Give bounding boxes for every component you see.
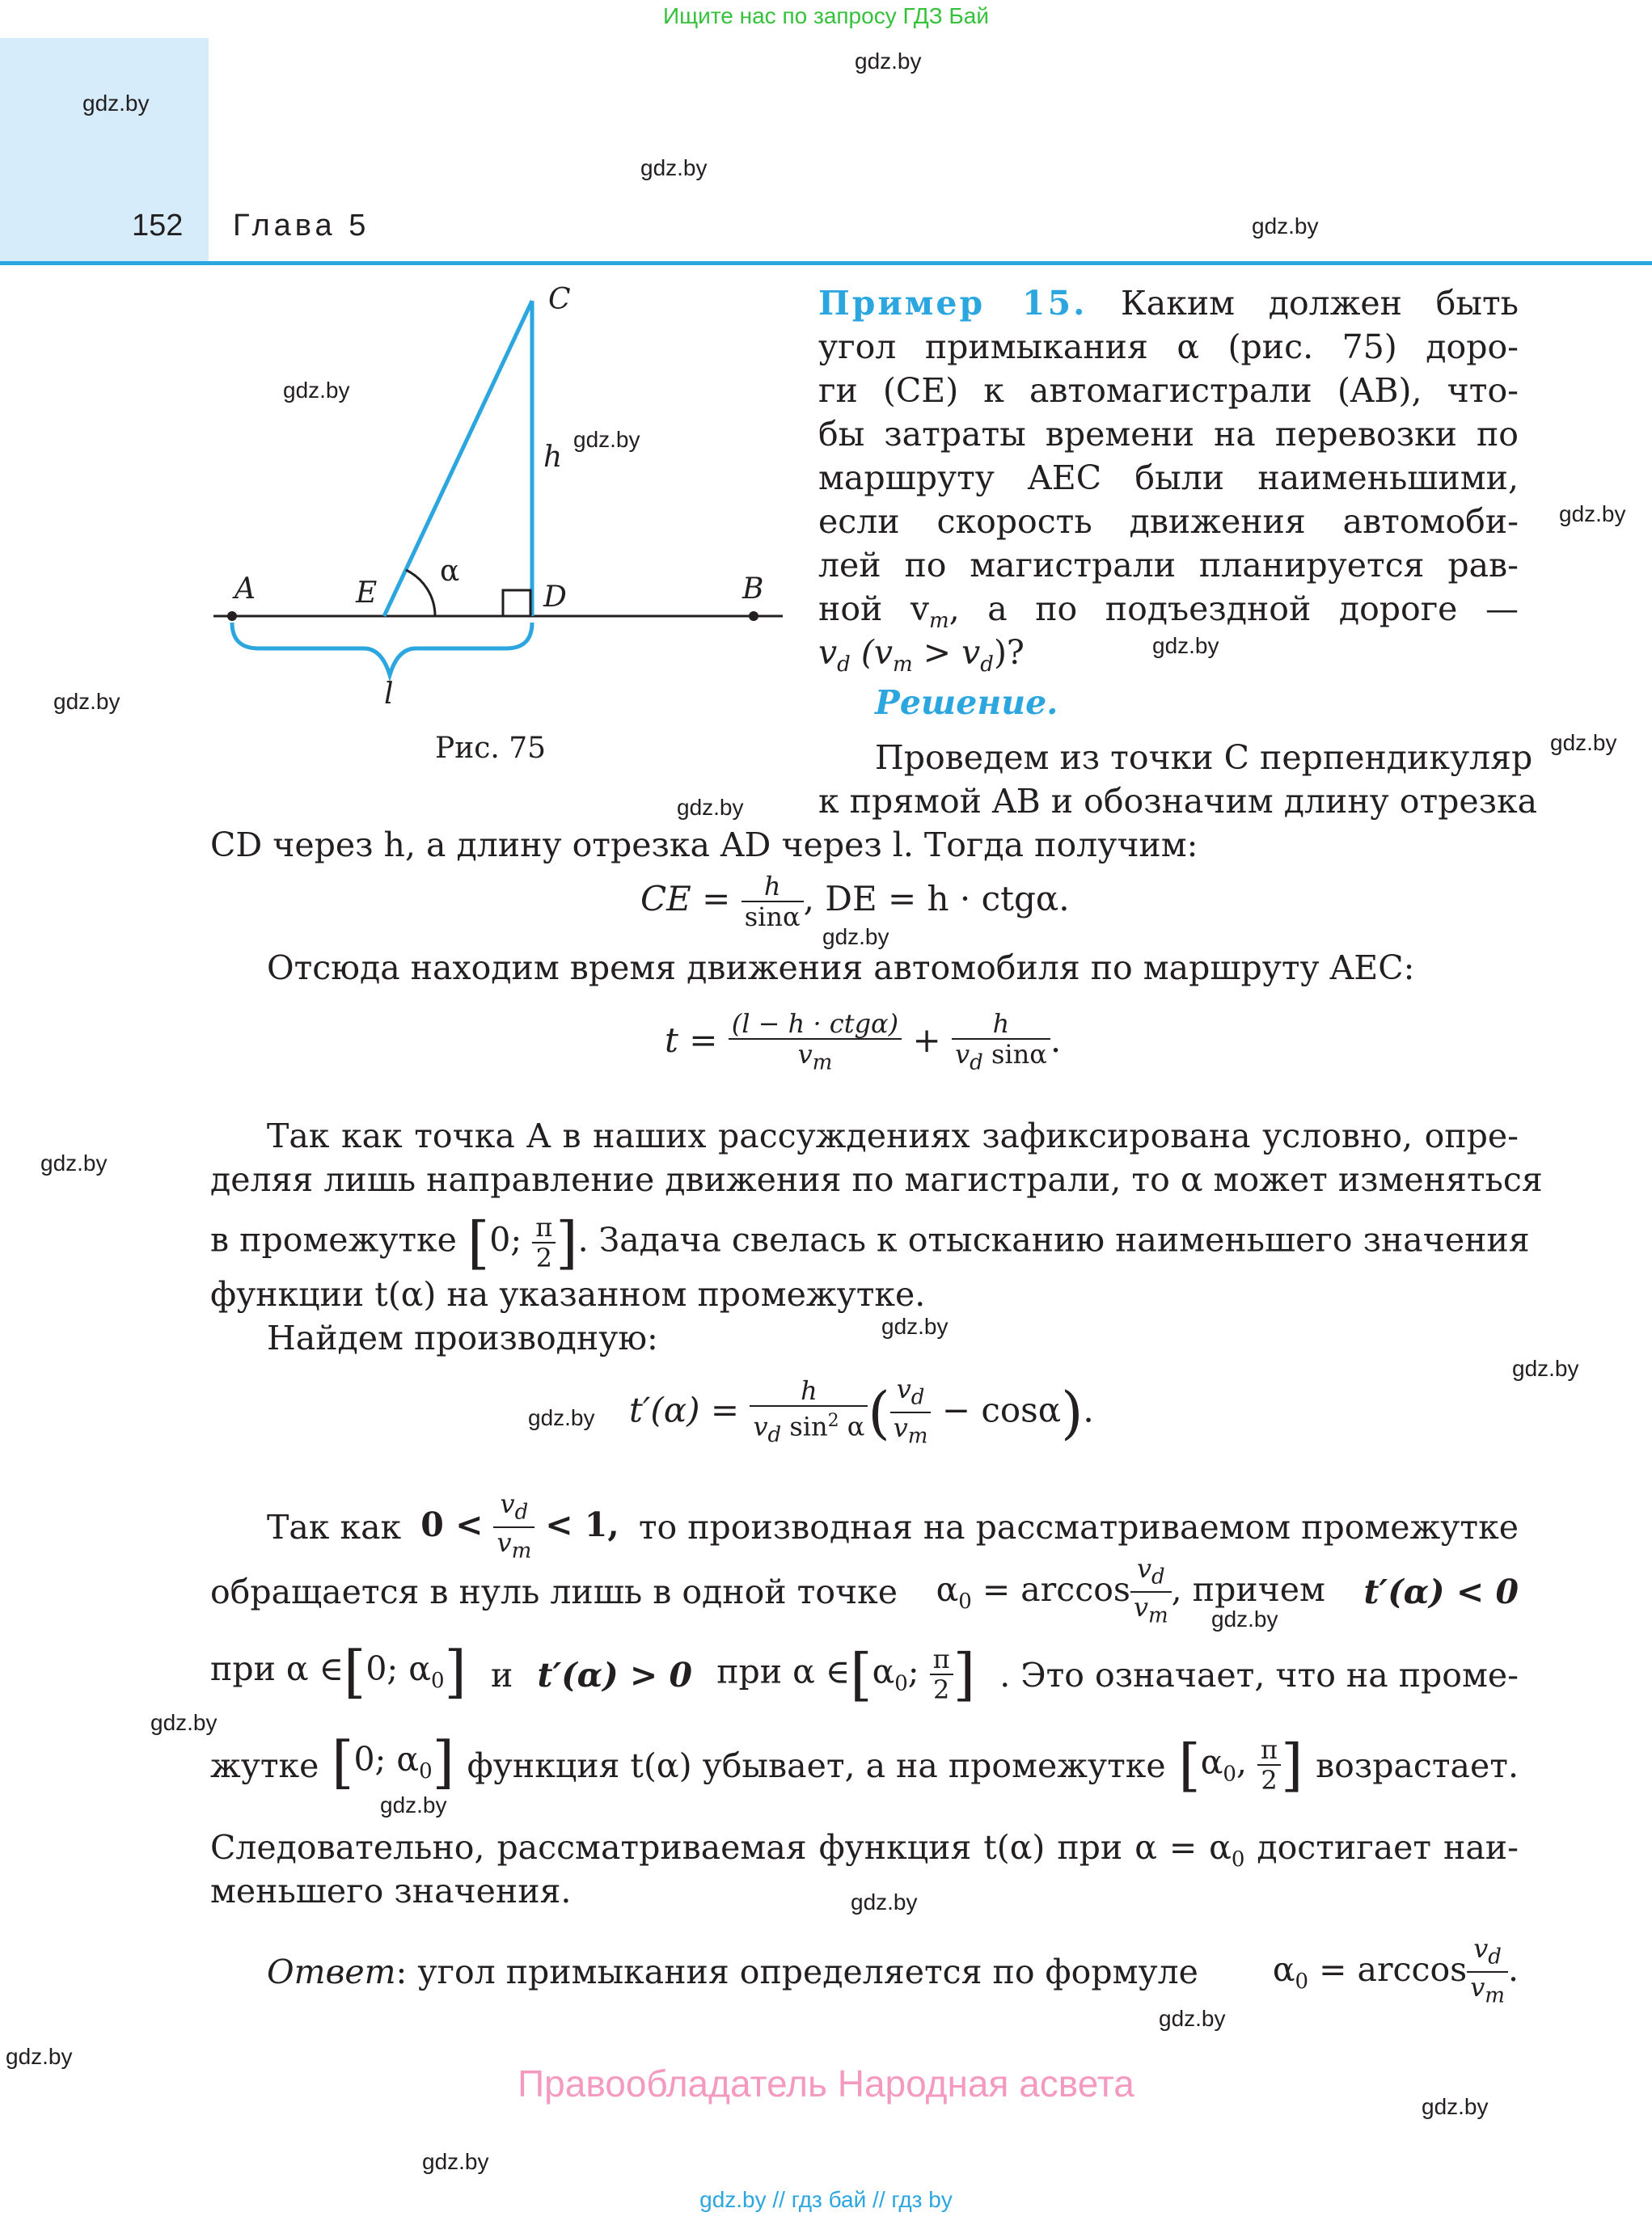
text: Так как [267, 1508, 402, 1547]
text: > v [912, 633, 981, 672]
text: α [872, 1652, 895, 1691]
num [1130, 1554, 1172, 1593]
solution-line-11 [210, 1554, 1519, 1631]
text: v [1470, 1972, 1485, 2003]
example-line-3: ги (CE) к автомагистрали (AB), что- [818, 371, 1519, 410]
text: 0; α [365, 1649, 431, 1689]
num: h [741, 872, 804, 902]
formula-ce-de [640, 872, 1070, 931]
text: v [955, 1039, 970, 1070]
den [750, 1407, 868, 1450]
sub: d [970, 1050, 983, 1075]
num: π [532, 1213, 556, 1243]
example-line-2: угол примыкания α (рис. 75) доро- [818, 327, 1519, 366]
sub: m [907, 1424, 928, 1449]
text: v [797, 1039, 813, 1070]
text: t′(α) = [629, 1390, 740, 1430]
text: при α ∈ [210, 1649, 344, 1689]
den: 2 [932, 1674, 950, 1705]
watermark: gdz.by [640, 155, 708, 180]
sub: 0 [1295, 1970, 1309, 1995]
text: : угол примыкания определяется по формуле [395, 1953, 1198, 1992]
label-d: D [543, 581, 567, 614]
text: . [1050, 1020, 1062, 1061]
solution-line-3: CD через h, а длину отрезка AD через l. Тогда получим: [210, 825, 1198, 864]
bracket: [ [332, 1729, 354, 1796]
text: 0; [489, 1220, 522, 1260]
watermark: gdz.by [1512, 1356, 1579, 1381]
text: , [1236, 1742, 1258, 1782]
answer-label: Ответ [267, 1953, 396, 1992]
example-line-7: лей по магистрали планируется рав- [818, 546, 1519, 585]
text: α [839, 1411, 865, 1442]
example-heading: Пример 15. [818, 284, 1088, 323]
text: t = [665, 1020, 718, 1061]
text: α [1200, 1742, 1223, 1782]
text: sinα [982, 1039, 1047, 1070]
sup: 2 [827, 1410, 839, 1431]
sub: d [1151, 1564, 1165, 1590]
watermark: gdz.by [283, 378, 350, 403]
solution-line-12 [210, 1638, 1519, 1708]
bracket: [ [467, 1210, 490, 1276]
bracket: [ [1178, 1732, 1201, 1798]
den: sinα [744, 901, 801, 932]
text: . Задача свелась к отысканию наименьшего значения [577, 1220, 1530, 1260]
fraction [741, 872, 804, 931]
text: в промежутке [210, 1220, 457, 1260]
sub: m [511, 1539, 532, 1564]
watermark: gdz.by [573, 427, 640, 452]
bracket: [ [344, 1638, 366, 1705]
text: Следовательно, рассматриваемая функция t(α) при α = α [210, 1828, 1232, 1867]
text: (v [850, 633, 894, 672]
sub: d [980, 652, 994, 678]
solution-line-1: Проведем из точки C перпендикуляр [875, 738, 1533, 777]
page-number: 152 [132, 209, 184, 243]
sub: d [767, 1422, 782, 1447]
watermark: gdz.by [53, 689, 120, 714]
solution-line-5: Так как точка A в наших рассуждениях зафиксирована условно, опре- [267, 1117, 1519, 1155]
solution-line-7 [210, 1210, 1530, 1276]
chapter-title: Глава 5 [233, 209, 370, 243]
sub: 0 [1231, 1847, 1245, 1872]
formula-t [665, 1009, 1061, 1077]
text: . Это означает, что на проме- [999, 1655, 1519, 1695]
text: )? [993, 633, 1025, 672]
text: = arccos [1308, 1949, 1468, 1989]
num [1467, 1934, 1508, 1973]
text: возрастает. [1316, 1746, 1519, 1785]
text: , причем [1171, 1569, 1325, 1609]
text: t′(α) < 0 [1363, 1573, 1519, 1612]
watermark: gdz.by [1422, 2094, 1489, 2119]
text: обращается в нуль лишь в одной точке [210, 1573, 898, 1612]
fraction [930, 1644, 953, 1704]
watermark: gdz.by [1159, 2006, 1226, 2031]
watermark: gdz.by [528, 1405, 595, 1430]
text: v [753, 1411, 768, 1442]
formula-derivative [629, 1374, 1094, 1451]
solution-line-8: функции t(α) на указанном промежутке. [210, 1275, 926, 1314]
solution-line-15: меньшего значения. [210, 1872, 572, 1910]
text: v [896, 1374, 911, 1404]
num [493, 1489, 534, 1528]
sub: d [837, 652, 851, 678]
example-line-6: если скорость движения автомоби- [818, 502, 1519, 541]
solution-heading: Решение. [875, 683, 1058, 722]
watermark: gdz.by [150, 1710, 218, 1735]
sub: 0 [894, 1671, 908, 1696]
fraction [1467, 1934, 1508, 2011]
den [1467, 1973, 1508, 2010]
sub: 0 [419, 1759, 433, 1784]
num: π [930, 1644, 953, 1675]
bracket: ] [1281, 1732, 1303, 1798]
num: h [750, 1376, 868, 1407]
label-a: A [234, 572, 256, 606]
label-h: h [543, 441, 563, 474]
watermark: gdz.by [380, 1792, 447, 1818]
text: v [893, 1412, 908, 1444]
den [952, 1040, 1050, 1077]
watermark: gdz.by [1152, 633, 1219, 658]
text: v [500, 1488, 515, 1519]
fraction [532, 1213, 556, 1273]
watermark: gdz.by [822, 924, 889, 949]
sub: m [1148, 1603, 1168, 1628]
sub: 0 [958, 1590, 972, 1615]
watermark: gdz.by [82, 91, 150, 116]
den: 2 [535, 1243, 552, 1273]
watermark: gdz.by [422, 2149, 489, 2174]
text: и [491, 1655, 513, 1695]
text: . [1507, 1949, 1519, 1989]
text: α [936, 1569, 959, 1609]
text: достигает наи- [1244, 1828, 1519, 1867]
interval [1178, 1732, 1303, 1798]
paren: ) [1061, 1379, 1084, 1446]
den: 2 [1261, 1765, 1278, 1796]
num: π [1257, 1735, 1281, 1766]
bracket: [ [850, 1641, 872, 1708]
text: + [912, 1020, 941, 1061]
text: , а по подъездной дороге — [949, 589, 1519, 628]
solution-line-6: деляя лишь направление движения по магистрали, то α может изменяться [210, 1160, 1543, 1199]
den [729, 1040, 902, 1077]
text: функция t(α) убывает, а на промежутке [467, 1746, 1166, 1785]
example-line-9 [818, 631, 1519, 686]
bracket: ] [444, 1638, 467, 1705]
example-line-4: бы затраты времени на перевозки по [818, 415, 1519, 454]
solution-line-9: Найдем производную: [267, 1319, 658, 1357]
fraction [890, 1374, 932, 1451]
text: , DE = h · ctgα. [803, 879, 1070, 918]
text: ; [907, 1652, 930, 1691]
label-b: B [742, 572, 764, 606]
text: 0 < [420, 1505, 484, 1544]
footer-links[interactable]: gdz.by // гдз бай // гдз by [699, 2187, 953, 2212]
fraction [1130, 1554, 1172, 1631]
interval [210, 1638, 467, 1705]
watermark: gdz.by [1252, 213, 1319, 239]
watermark: gdz.by [40, 1150, 108, 1176]
num: h [952, 1009, 1050, 1040]
text: t′(α) > 0 [537, 1655, 693, 1695]
example-line-5: маршруту AEC были наименьшими, [818, 458, 1519, 497]
fraction [729, 1009, 902, 1077]
text: при α ∈ [716, 1652, 851, 1691]
fraction [750, 1376, 868, 1450]
text: v [1133, 1592, 1149, 1623]
label-alpha: α [440, 555, 460, 588]
den [1130, 1593, 1172, 1630]
example-line-1 [818, 281, 1519, 325]
sub: m [1485, 1983, 1505, 2008]
label-c: C [548, 283, 571, 316]
bracket: ] [556, 1210, 578, 1276]
sub: m [812, 1050, 833, 1075]
fraction [952, 1009, 1050, 1077]
bracket: ] [432, 1729, 454, 1796]
solution-line-13 [210, 1729, 1519, 1798]
interval [332, 1729, 454, 1796]
footer-rights: Правообладатель Народная асвета [518, 2062, 1134, 2105]
solution-line-4: Отсюда находим время движения автомобиля по маршруту AEC: [267, 948, 1415, 987]
text: − cosα [941, 1390, 1062, 1430]
solution-line-2: к прямой AB и обозначим длину отрезка [818, 782, 1538, 821]
answer-line [267, 1934, 1519, 2011]
figure-75 [202, 275, 801, 720]
watermark: gdz.by [1211, 1606, 1278, 1632]
watermark: gdz.by [855, 49, 922, 74]
num: (l − h · ctgα) [729, 1009, 902, 1040]
sub: d [911, 1385, 925, 1410]
text: Каким должен быть [1121, 284, 1519, 323]
alpha0-formula [936, 1554, 1325, 1631]
interval [716, 1641, 975, 1708]
watermark: gdz.by [1559, 501, 1626, 526]
den [890, 1413, 932, 1450]
text: ной v [818, 589, 930, 628]
sub: m [929, 609, 949, 634]
text: v [818, 633, 838, 672]
text: v [496, 1527, 512, 1559]
answer-formula [1273, 1934, 1519, 2011]
text: α [1272, 1949, 1295, 1989]
text: v [1473, 1933, 1489, 1964]
text: . [1083, 1390, 1094, 1430]
text: = arccos [971, 1569, 1130, 1609]
header-divider [0, 261, 1652, 265]
num [890, 1374, 932, 1413]
label-e: E [356, 576, 378, 610]
top-banner: Ищите нас по запросу ГДЗ Бай [662, 3, 990, 28]
sub: 0 [1223, 1762, 1236, 1787]
figure-caption: Рис. 75 [435, 732, 547, 765]
fraction [1257, 1735, 1281, 1795]
answer [267, 1950, 1198, 1994]
sub: m [893, 652, 913, 678]
watermark: gdz.by [851, 1889, 918, 1915]
watermark: gdz.by [881, 1314, 949, 1339]
watermark: gdz.by [6, 2044, 73, 2069]
sub: d [1488, 1944, 1502, 1970]
sub: d [514, 1500, 529, 1525]
text: < 1, [545, 1505, 619, 1544]
watermark: gdz.by [1550, 730, 1617, 755]
label-l: l [384, 678, 394, 711]
text: sin [781, 1411, 828, 1442]
watermark: gdz.by [677, 795, 744, 820]
text: жутке [210, 1746, 319, 1785]
sub: 0 [430, 1669, 445, 1694]
paren: ( [868, 1379, 890, 1446]
text: v [1136, 1553, 1152, 1584]
text: CE = [640, 879, 731, 918]
text: 0; α [353, 1740, 420, 1780]
bracket: ] [953, 1641, 975, 1708]
text: то производная на рассматриваемом промежутке [638, 1508, 1519, 1547]
